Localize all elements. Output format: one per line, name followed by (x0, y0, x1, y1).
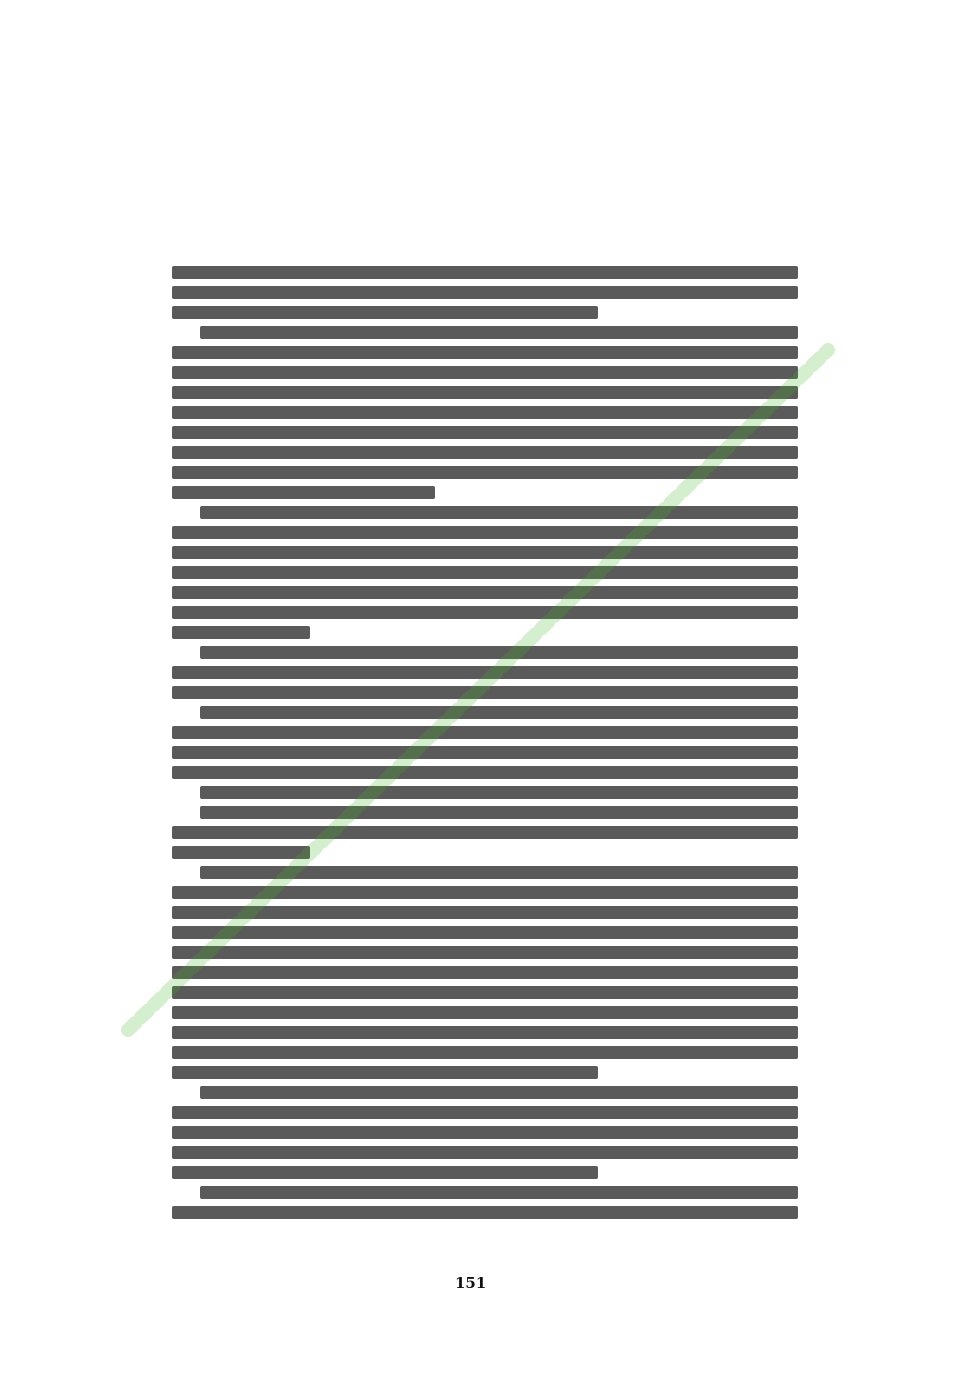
text-line (172, 1046, 798, 1059)
text-line (172, 726, 798, 739)
text-line (172, 826, 798, 839)
text-line (200, 1186, 798, 1199)
text-line (172, 626, 310, 639)
text-line (172, 886, 798, 899)
text-line (172, 266, 798, 279)
text-line (172, 686, 798, 699)
text-line (172, 446, 798, 459)
text-line (172, 1066, 598, 1079)
text-line (172, 1026, 798, 1039)
text-line (172, 1146, 798, 1159)
text-line (172, 946, 798, 959)
text-line (172, 766, 798, 779)
page-number: 151 (455, 1274, 487, 1292)
body-text-block (172, 266, 798, 1256)
text-line (172, 306, 598, 319)
text-line (172, 426, 798, 439)
text-line (200, 1086, 798, 1099)
text-line (172, 926, 798, 939)
text-line (172, 746, 798, 759)
text-line (200, 866, 798, 879)
text-line (200, 326, 798, 339)
text-line (172, 1126, 798, 1139)
text-line (200, 806, 798, 819)
text-line (200, 646, 798, 659)
text-line (200, 506, 798, 519)
text-line (172, 546, 798, 559)
text-line (172, 1166, 598, 1179)
text-line (172, 1206, 798, 1219)
text-line (172, 486, 435, 499)
text-line (200, 706, 798, 719)
text-line (172, 606, 798, 619)
text-line (172, 466, 798, 479)
text-line (172, 666, 798, 679)
text-line (172, 346, 798, 359)
text-line (172, 366, 798, 379)
text-line (172, 1106, 798, 1119)
text-line (172, 986, 798, 999)
text-line (172, 846, 310, 859)
text-line (172, 906, 798, 919)
text-line (172, 386, 798, 399)
text-line (172, 566, 798, 579)
text-line (172, 406, 798, 419)
text-line (172, 966, 798, 979)
text-line (172, 526, 798, 539)
text-line (172, 586, 798, 599)
text-line (200, 786, 798, 799)
text-line (172, 1006, 798, 1019)
text-line (172, 286, 798, 299)
